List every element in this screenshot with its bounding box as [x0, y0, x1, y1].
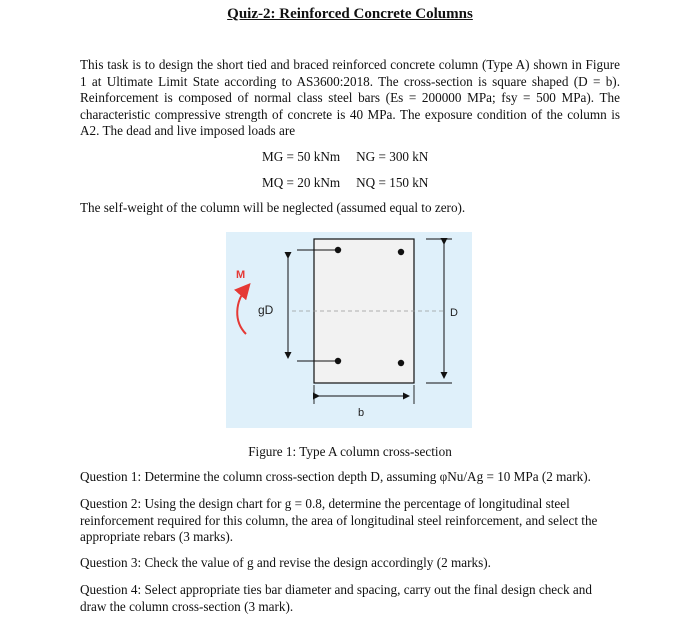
figure-caption: Figure 1: Type A column cross-section	[248, 444, 452, 459]
dead-loads	[262, 149, 428, 165]
gd-label: gD	[258, 303, 274, 317]
mg-load: MG = 50 kNm	[262, 149, 341, 164]
rebar-top-right	[398, 249, 404, 255]
intro-paragraph: This task is to design the short tied and braced reinforced concrete column (Type A) shown in Figure 1 at Ultimate Limit State according to AS3600:2018. The cross-section is square shaped (D = b). Reinforcement is composed of normal class steel bars (Es = 200000 MPa; fsy = 500 MPa). The characteristic compressive strength of concrete is 40 MPa. The exposure condition of the column is A2. The dead and live imposed loads are	[80, 57, 620, 138]
rebar-bottom-right	[398, 360, 404, 366]
column-cross-section-figure	[226, 232, 472, 428]
quiz-title: Quiz-2: Reinforced Concrete Columns	[227, 6, 473, 22]
mq-load: MQ = 20 kNm	[262, 175, 341, 190]
question-4: Question 4: Select appropriate ties bar diameter and spacing, carry out the final design check and draw the column cross-section (3 mark).	[80, 582, 592, 614]
moment-label: M	[236, 269, 246, 281]
d-label: D	[450, 307, 458, 319]
question-2: Question 2: Using the design chart for g = 0.8, determine the percentage of longitudinal steel reinforcement required for this column, the area of longitudinal steel reinforcement, and select the appropriate rebars (3 marks).	[80, 496, 598, 544]
moment-arrow-icon	[237, 286, 248, 334]
b-label: b	[358, 407, 365, 419]
ng-load: NG = 300 kN	[356, 149, 429, 164]
self-weight-note: The self-weight of the column will be neglected (assumed equal to zero).	[80, 200, 466, 215]
nq-load: NQ = 150 kN	[356, 175, 429, 190]
question-3: Question 3: Check the value of g and revise the design accordingly (2 marks).	[80, 555, 491, 570]
question-1: Question 1: Determine the column cross-section depth D, assuming φNu/Ag = 10 MPa (2 mark).	[80, 469, 591, 484]
live-loads	[262, 175, 428, 191]
cross-section-drawing	[226, 232, 472, 428]
